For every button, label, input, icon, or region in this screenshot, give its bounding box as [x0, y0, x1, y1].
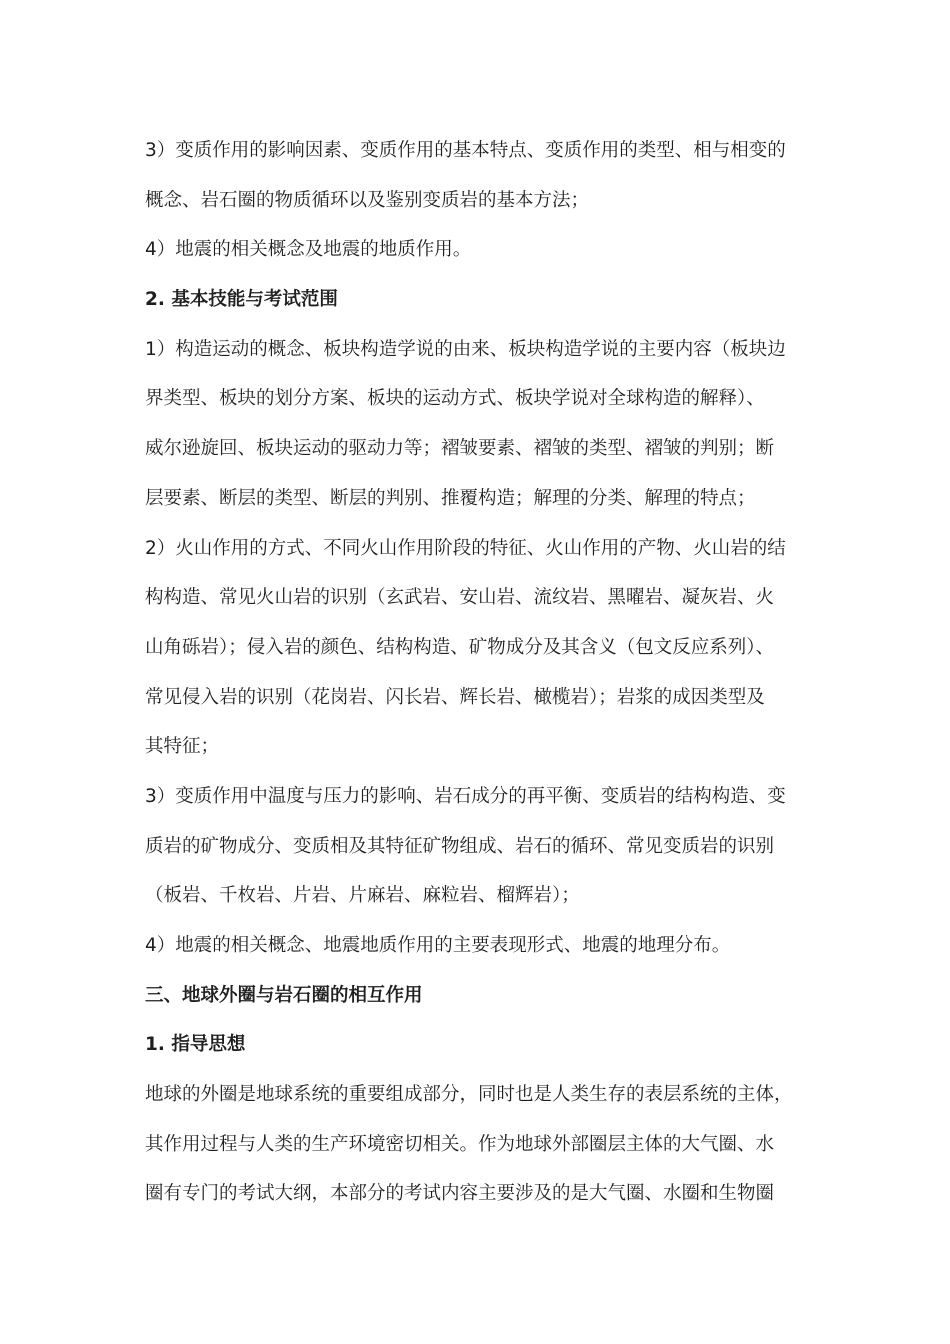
- section-heading: 1. 指导思想: [145, 1034, 246, 1056]
- text-line: 质岩的矿物成分、变质相及其特征矿物组成、岩石的循环、常见变质岩的识别: [145, 835, 775, 857]
- text-line: 威尔逊旋回、板块运动的驱动力等；褶皱要素、褶皱的类型、褶皱的判别；断: [145, 438, 775, 460]
- text-line: 常见侵入岩的识别（花岗岩、闪长岩、辉长岩、橄榄岩）；岩浆的成因类型及: [145, 686, 765, 708]
- text-line: （板岩、千枚岩、片岩、片麻岩、麻粒岩、榴辉岩）；: [145, 885, 580, 907]
- text-line: 山角砾岩）；侵入岩的颜色、结构构造、矿物成分及其含义（包文反应系列）、: [145, 636, 775, 658]
- text-line: 其特征；: [145, 736, 220, 758]
- text-line: 层要素、断层的类型、断层的判别、推覆构造；解理的分类、解理的特点；: [145, 487, 756, 509]
- text-line: 构构造、常见火山岩的识别（玄武岩、安山岩、流纹岩、黑曜岩、凝灰岩、火: [145, 587, 775, 609]
- text-line: 3）变质作用的影响因素、变质作用的基本特点、变质作用的类型、相与相变的: [145, 140, 786, 161]
- text-line: 2）火山作用的方式、不同火山作用阶段的特征、火山作用的产物、火山岩的结: [145, 537, 786, 559]
- text-line: 1）构造运动的概念、板块构造学说的由来、板块构造学说的主要内容（板块边: [145, 338, 786, 360]
- section-heading: 2. 基本技能与考试范围: [145, 289, 338, 311]
- text-line: 圈有专门的考试大纲，本部分的考试内容主要涉及的是大气圈、水圈和生物圈: [145, 1183, 775, 1205]
- text-line: 其作用过程与人类的生产环境密切相关。作为地球外部圈层主体的大气圈、水: [145, 1133, 775, 1155]
- text-line: 概念、岩石圈的物质循环以及鉴别变质岩的基本方法；: [145, 189, 590, 211]
- chapter-heading: 三、地球外圈与岩石圈的相互作用: [145, 984, 423, 1006]
- text-line: 3）变质作用中温度与压力的影响、岩石成分的再平衡、变质岩的结构构造、变: [145, 785, 786, 807]
- text-line: 4）地震的相关概念、地震地质作用的主要表现形式、地震的地理分布。: [145, 935, 731, 956]
- text-line: 4）地震的相关概念及地震的地质作用。: [145, 239, 472, 261]
- text-line: 地球的外圈是地球系统的重要组成部分，同时也是人类生存的表层系统的主体，: [145, 1084, 793, 1106]
- text-line: 界类型、板块的划分方案、板块的运动方式、板块学说对全球构造的解释）、: [145, 388, 765, 410]
